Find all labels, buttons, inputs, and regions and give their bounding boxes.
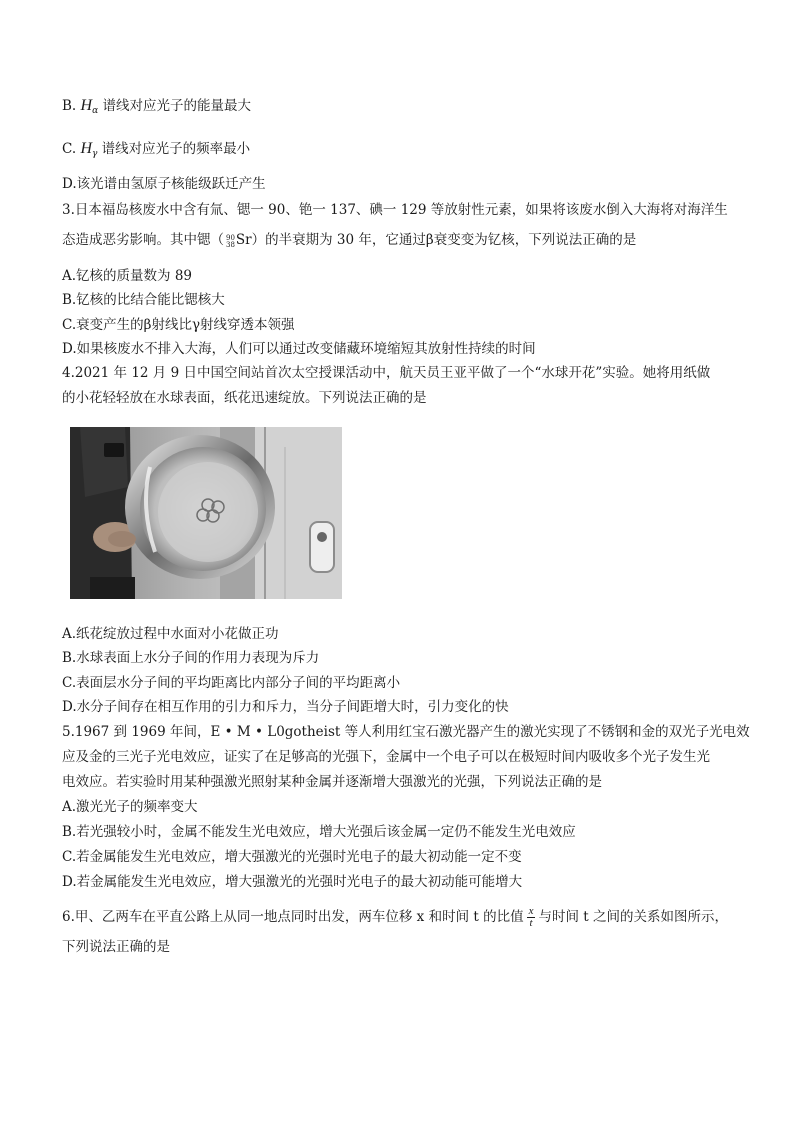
q4-option-a: A.纸花绽放过程中水面对小花做正功: [62, 626, 279, 642]
q3-stem-line2: [62, 231, 636, 249]
q3-option-d: D.如果核废水不排入大海，人们可以通过改变储藏环境缩短其放射性持续的时间: [62, 341, 536, 357]
water-ball-photo: [70, 427, 342, 599]
q6-stem-line1-after: 与时间 t 之间的关系如图所示，: [538, 909, 728, 925]
q3-option-b: B.钇核的比结合能比锶核大: [62, 292, 225, 308]
fraction-numerator: x: [528, 905, 534, 917]
isotope-symbol: Sr: [235, 232, 252, 248]
q3-stem-line2-before: 态造成恶劣影响。其中锶（: [62, 232, 224, 248]
q6-stem-line2: 下列说法正确的是: [62, 939, 170, 955]
q5-option-a: A.激光光子的频率变大: [62, 799, 198, 815]
h-alpha-subscript: α: [92, 106, 99, 116]
q3-stem-line1: 3.日本福岛核废水中含有氚、锶一 90、铯一 137、碘一 129 等放射性元素，如果将该废水倒入大海将对海洋生: [62, 202, 728, 218]
isotope-atomic-number: 38: [226, 241, 235, 249]
q6-stem-line1: [62, 906, 728, 929]
q2-option-b-prefix: B.: [62, 98, 81, 114]
q2-option-b-text: 谱线对应光子的能量最大: [98, 98, 251, 114]
x-over-t-fraction: [527, 906, 536, 929]
q4-option-b: B.水球表面上水分子间的作用力表现为斥力: [62, 650, 320, 666]
q2-option-c-prefix: C.: [62, 141, 81, 157]
q3-option-c: C.衰变产生的β射线比γ射线穿透本领强: [62, 317, 295, 333]
h-alpha-symbol: H: [80, 97, 93, 114]
q4-option-c: C.表面层水分子间的平均距离比内部分子间的平均距离小: [62, 675, 401, 691]
q2-option-c: [62, 140, 250, 163]
strontium-isotope-numbers: [226, 235, 235, 249]
q5-stem-line2: 应及金的三光子光电效应，证实了在足够高的光强下，金属中一个电子可以在极短时间内吸收多个光子发生光: [62, 749, 710, 765]
h-gamma-subscript: γ: [92, 149, 98, 159]
fraction-denominator: t: [529, 917, 533, 929]
q3-option-a: A.钇核的质量数为 89: [62, 268, 193, 284]
q5-option-b: B.若光强较小时，金属不能发生光电效应，增大光强后该金属一定仍不能发生光电效应: [62, 824, 576, 840]
q2-option-d: D.该光谱由氢原子核能级跃迁产生: [62, 176, 266, 192]
q5-stem-line3: 电效应。若实验时用某种强激光照射某种金属并逐渐增大强激光的光强，下列说法正确的是: [62, 774, 602, 790]
q5-option-c: C.若金属能发生光电效应，增大强激光的光强时光电子的最大初动能一定不变: [62, 849, 522, 865]
q2-option-c-text: 谱线对应光子的频率最小: [97, 141, 251, 157]
q5-option-d: D.若金属能发生光电效应，增大强激光的光强时光电子的最大初动能可能增大: [62, 874, 523, 890]
q4-stem-line2: 的小花轻轻放在水球表面，纸花迅速绽放。下列说法正确的是: [62, 390, 427, 406]
isotope-mass-number: 90: [226, 234, 235, 242]
h-gamma-symbol: H: [80, 140, 92, 157]
q6-stem-line1-before: 6.甲、乙两车在平直公路上从同一地点同时出发，两车位移 x 和时间 t 的比值: [62, 909, 524, 925]
q4-stem-line1: 4.2021 年 12 月 9 日中国空间站首次太空授课活动中，航天员王亚平做了一个“水球开花”实验。她将用纸做: [62, 365, 711, 381]
q5-stem-line1: 5.1967 到 1969 年间，E • M • L0gotheist 等人利用红宝石激光器产生的激光实现了不锈钢和金的双光子光电效: [62, 724, 750, 740]
q3-stem-line2-after: ）的半衰期为 30 年，它通过β衰变变为钇核，下列说法正确的是: [251, 232, 637, 248]
q4-option-d: D.水分子间存在相互作用的引力和斥力，当分子间距增大时，引力变化的快: [62, 699, 509, 715]
q2-option-b: [62, 97, 251, 120]
